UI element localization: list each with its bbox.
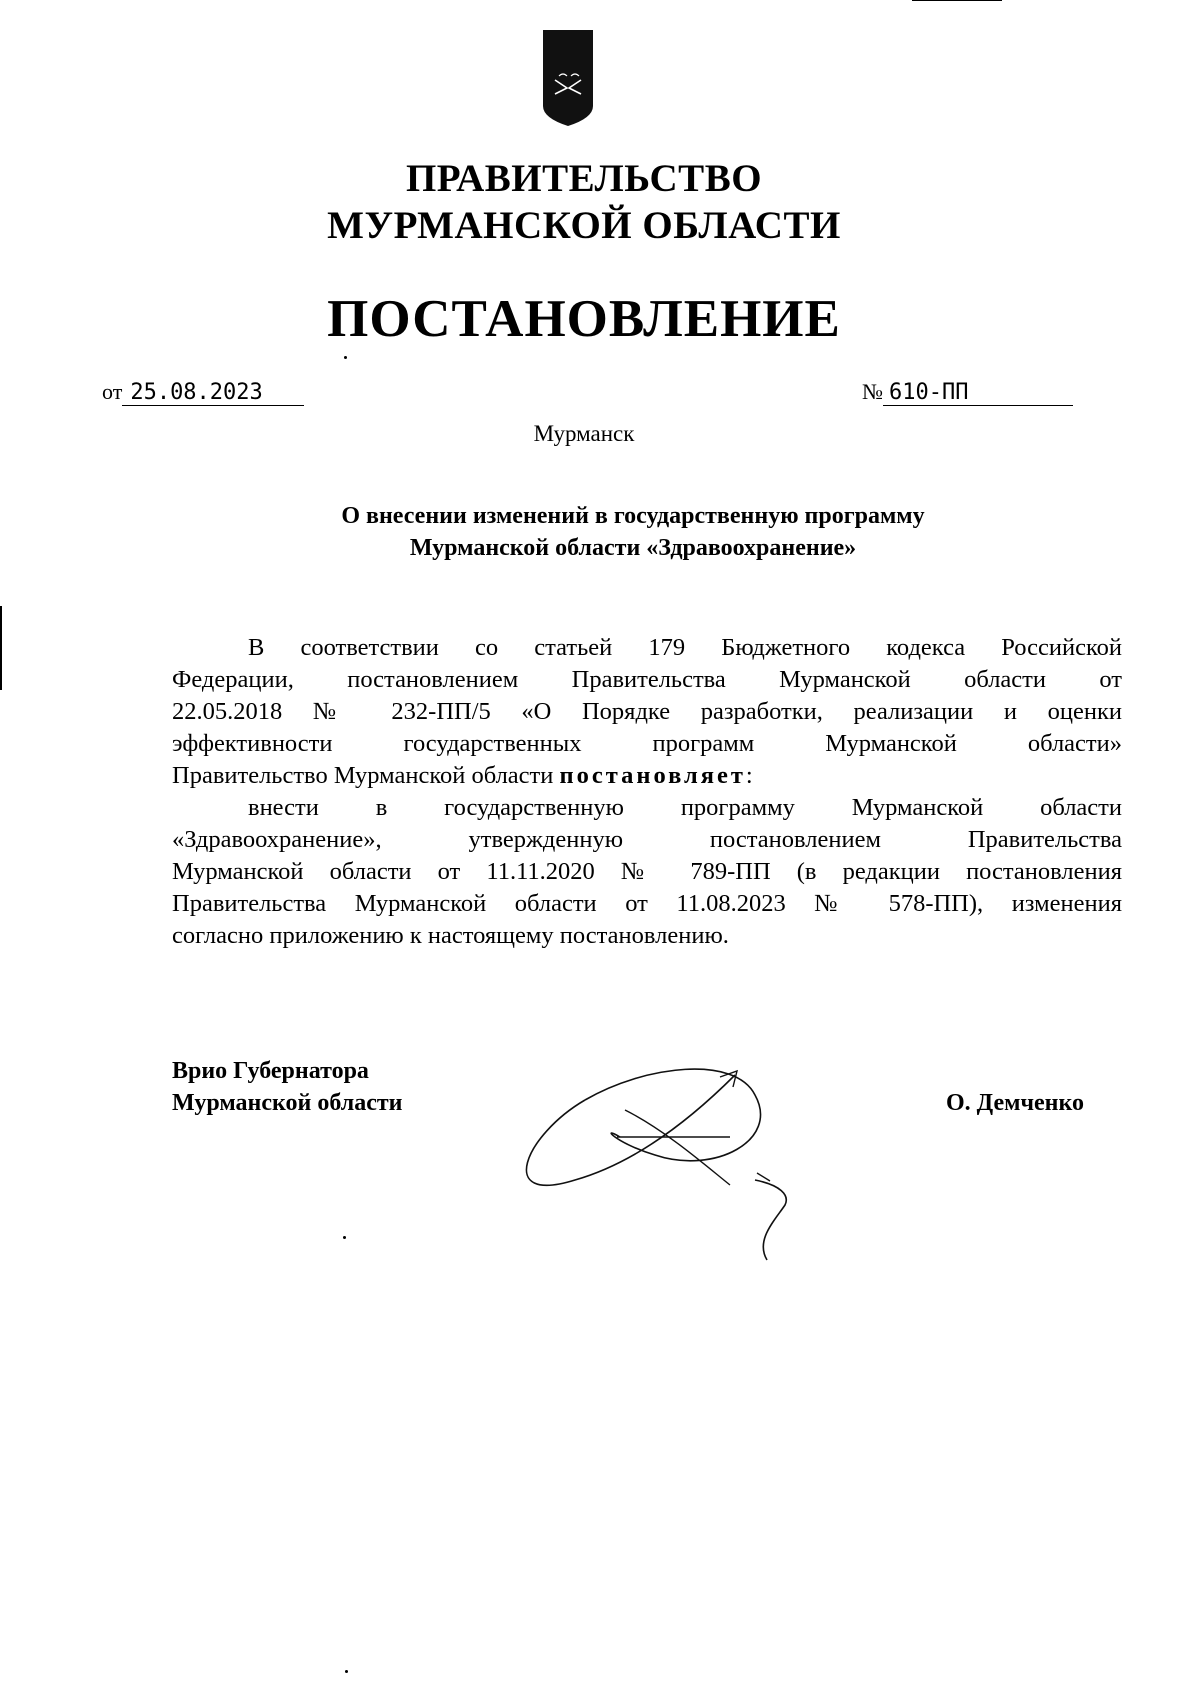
- date-prefix: от: [102, 379, 123, 404]
- scan-speck: [345, 1670, 348, 1673]
- signatory-position: [172, 1055, 402, 1119]
- scan-speck: [343, 1236, 346, 1239]
- government-title-line1: ПРАВИТЕЛЬСТВО: [405, 157, 763, 200]
- body-line: «Здравоохранение», утвержденную постановлением Правительства: [172, 826, 1122, 853]
- body-line: эффективности государственных программ Мурманской области»: [172, 730, 1122, 757]
- scan-edge-mark: [0, 606, 2, 690]
- murmansk-coat-of-arms-icon: [541, 28, 595, 128]
- document-date: [102, 377, 304, 407]
- document-number: [862, 377, 1073, 407]
- document-type-title: ПОСТАНОВЛЕНИЕ: [327, 290, 841, 348]
- scan-speck: [344, 356, 347, 359]
- body-line-decree: [172, 760, 1122, 792]
- body-text-prefix: Правительство Мурманской области: [172, 762, 560, 789]
- subject-line1: О внесении изменений в государственную программу: [341, 503, 925, 529]
- body-line: 22.05.2018 № 232-ПП/5 «О Порядке разработки, реализации и оценки: [172, 698, 1122, 725]
- signatory-name: О. Демченко: [946, 1090, 1084, 1116]
- body-paragraph-2: [172, 792, 1122, 952]
- body-line: Правительства Мурманской области от 11.08.2023 № 578-ПП), изменения: [172, 890, 1122, 917]
- number-prefix: №: [862, 379, 883, 404]
- body-line: Мурманской области от 11.11.2020 № 789-ПП (в редакции постановления: [172, 858, 1122, 885]
- body-line: В соответствии со статьей 179 Бюджетного кодекса Российской: [248, 634, 1122, 661]
- number-value: 610-ПП: [883, 381, 1073, 406]
- city-name: Мурманск: [533, 421, 635, 446]
- scan-edge-mark: [912, 0, 1002, 1]
- subject-line2: Мурманской области «Здравоохранение»: [409, 535, 857, 561]
- decree-keyword: постановляет: [559, 762, 746, 789]
- body-paragraph-1: [172, 632, 1122, 792]
- body-line: Федерации, постановлением Правительства Мурманской области от: [172, 666, 1122, 693]
- decree-colon: :: [745, 762, 753, 789]
- body-line: внести в государственную программу Мурманской области: [248, 794, 1122, 821]
- government-title-line2: МУРМАНСКОЙ ОБЛАСТИ: [327, 204, 841, 247]
- body-line: согласно приложению к настоящему постановлению.: [172, 922, 729, 949]
- signatory-position-line1: Врио Губернатора: [172, 1058, 369, 1084]
- date-value: 25.08.2023: [122, 381, 304, 406]
- handwritten-signature: [505, 1055, 865, 1265]
- signatory-position-line2: Мурманской области: [172, 1090, 403, 1116]
